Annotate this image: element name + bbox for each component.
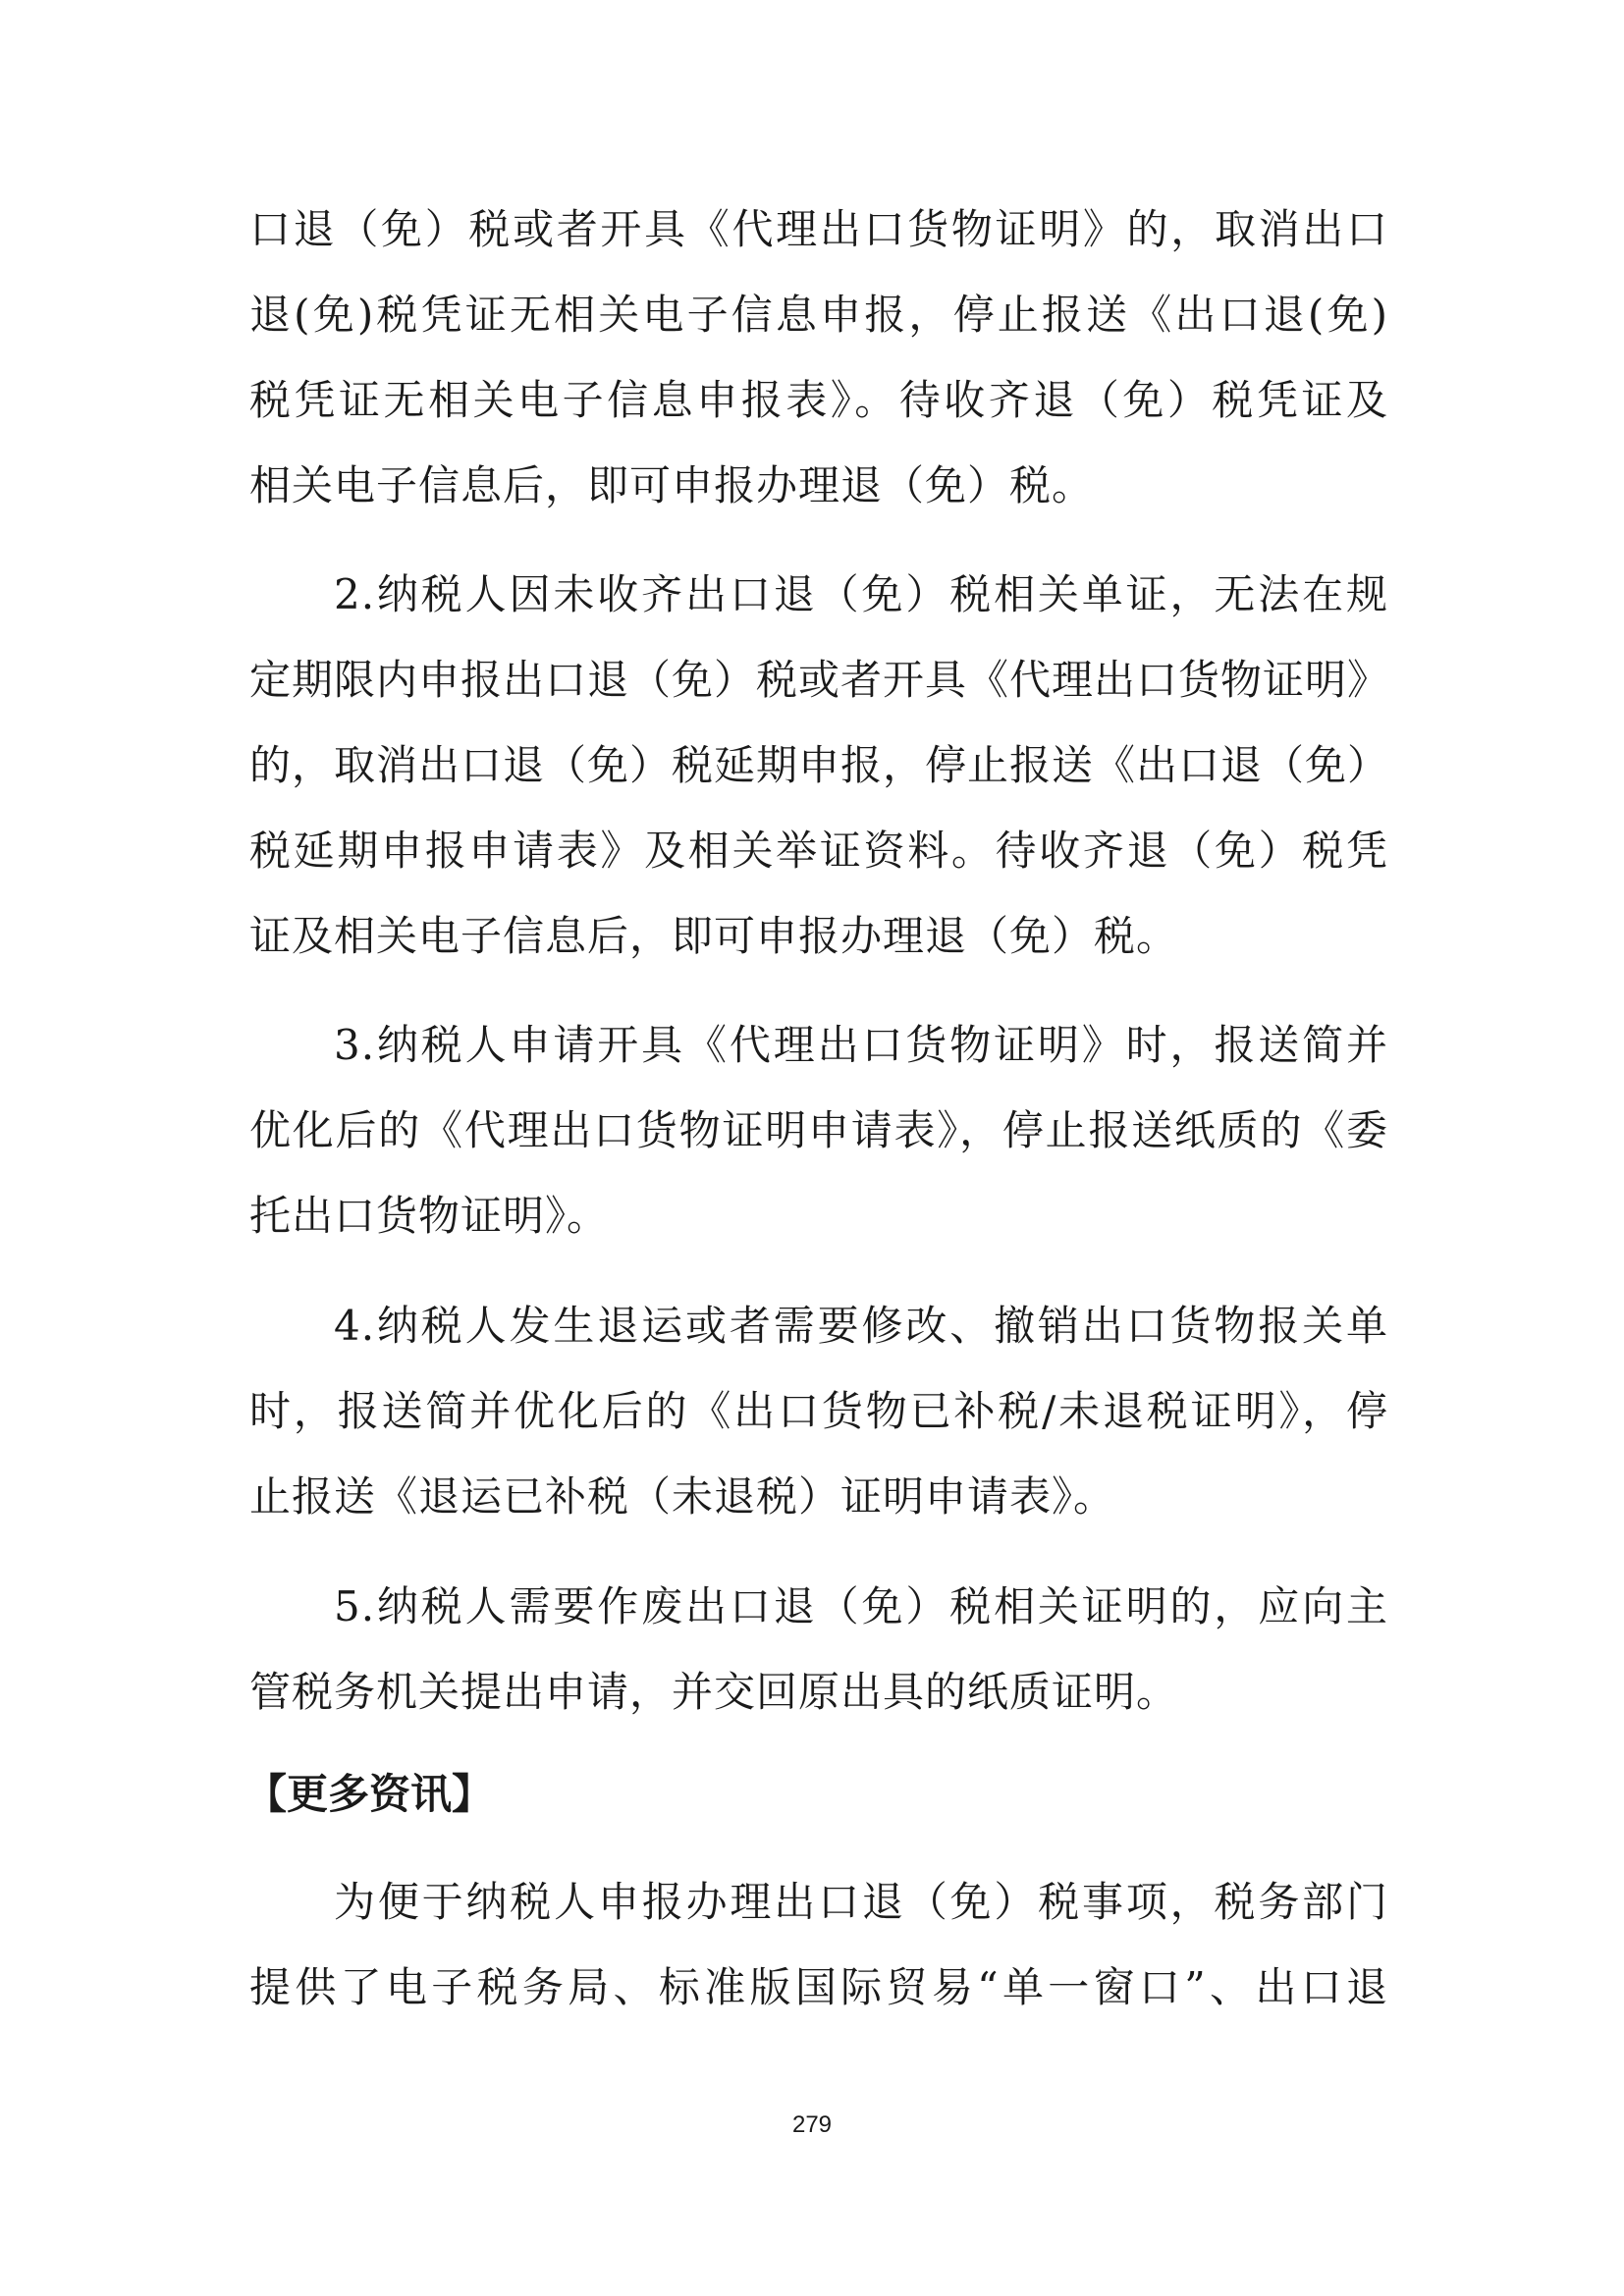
paragraph-line: 3.纳税人申请开具《代理出口货物证明》时，报送简并	[334, 1021, 1388, 1069]
section-heading: 【更多资讯】	[245, 1770, 494, 1818]
paragraph-line: 口退（免）税或者开具《代理出口货物证明》的，取消出口	[249, 205, 1388, 253]
paragraph-line: 税凭证无相关电子信息申报表》。待收齐退（免）税凭证及	[249, 376, 1388, 424]
paragraph-line: 相关电子信息后，即可申报办理退（免）税。	[249, 461, 1095, 509]
paragraph-line: 时，报送简并优化后的《出口货物已补税/未退税证明》，停	[249, 1387, 1388, 1435]
paragraph-line: 提供了电子税务局、标准版国际贸易“单一窗口”、出口退	[249, 1963, 1388, 2011]
paragraph-line: 优化后的《代理出口货物证明申请表》，停止报送纸质的《委	[249, 1106, 1388, 1154]
page-number: 279	[791, 2111, 833, 2138]
paragraph-line: 托出口货物证明》。	[249, 1192, 610, 1240]
paragraph-line: 管税务机关提出申请，并交回原出具的纸质证明。	[249, 1668, 1179, 1716]
paragraph-line: 为便于纳税人申报办理出口退（免）税事项，税务部门	[334, 1878, 1388, 1926]
paragraph-line: 5.纳税人需要作废出口退（免）税相关证明的，应向主	[334, 1582, 1388, 1630]
paragraph-line: 税延期申报申请表》及相关举证资料。待收齐退（免）税凭	[249, 827, 1388, 875]
paragraph-line: 止报送《退运已补税（未退税）证明申请表》。	[249, 1472, 1116, 1521]
paragraph-line: 定期限内申报出口退（免）税或者开具《代理出口货物证明》	[249, 656, 1390, 704]
paragraph-line: 4.纳税人发生退运或者需要修改、撤销出口货物报关单	[334, 1302, 1388, 1350]
paragraph-line: 2.纳税人因未收齐出口退（免）税相关单证，无法在规	[334, 570, 1388, 618]
paragraph-line: 证及相关电子信息后，即可申报办理退（免）税。	[249, 912, 1179, 960]
paragraph-line: 退(免)税凭证无相关电子信息申报，停止报送《出口退(免)	[249, 291, 1388, 339]
paragraph-line: 的，取消出口退（免）税延期申报，停止报送《出口退（免）	[249, 741, 1390, 789]
